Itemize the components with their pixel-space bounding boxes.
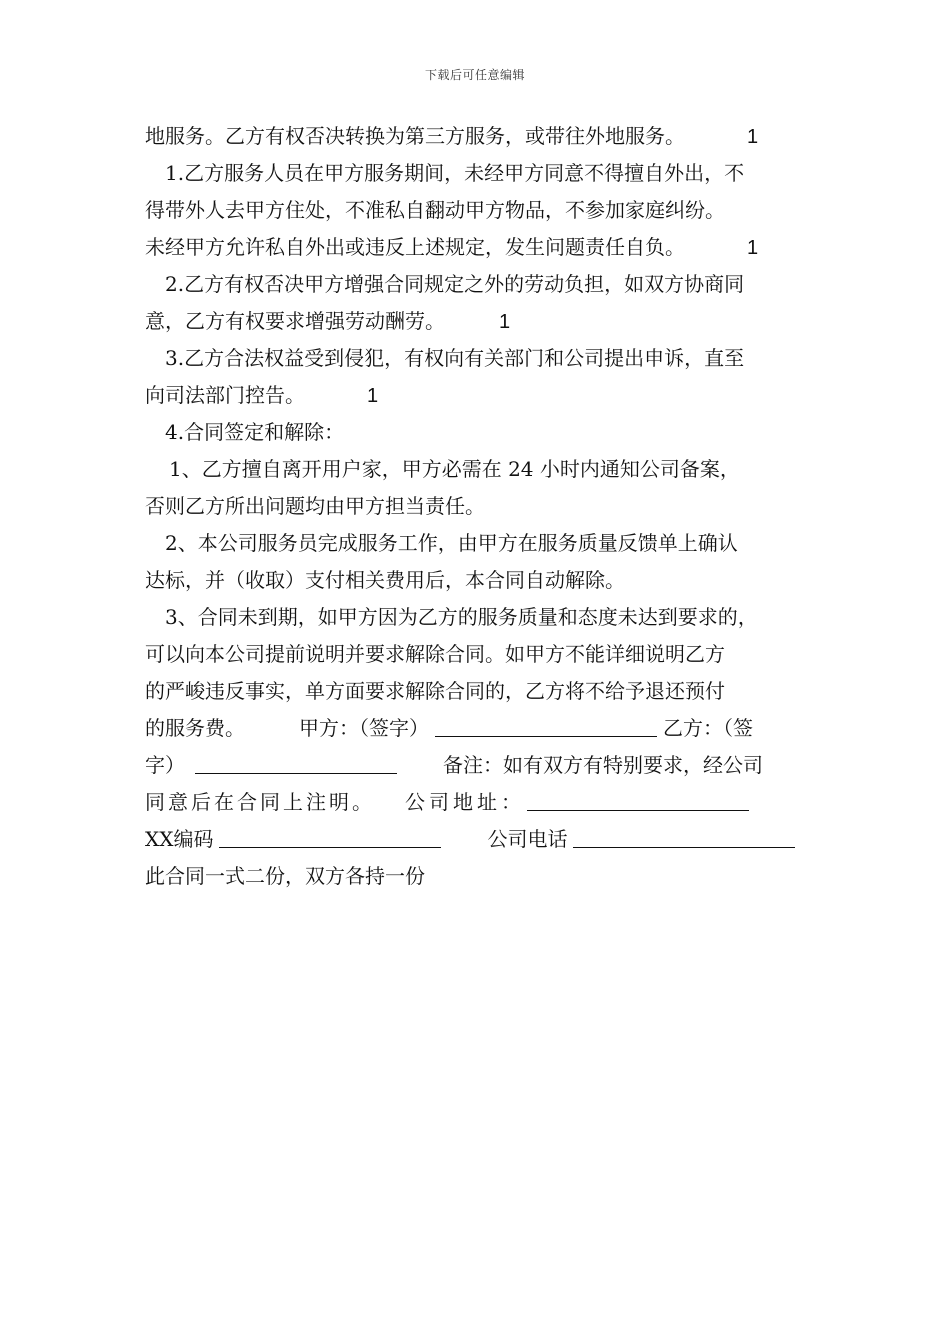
line-text: 同意后在合同上注明。 [145, 790, 375, 814]
company-phone-blank[interactable] [573, 825, 795, 848]
line-number: 1 [367, 385, 379, 407]
signature-line-2 [145, 747, 813, 784]
line-text: 此合同一式二份，双方各持一份 [145, 864, 425, 888]
section-heading [145, 414, 813, 451]
postcode-label: XX编码 [145, 827, 214, 851]
company-address-label: 公司地址： [405, 790, 525, 814]
text-line [145, 303, 813, 340]
text-line [145, 192, 813, 229]
line-text: 未经甲方允许私自外出或违反上述规定，发生问题责任自负。 [145, 235, 685, 259]
text-line [145, 451, 813, 488]
text-line [145, 155, 813, 192]
text-line [145, 636, 813, 673]
line-text: 4.合同签定和解除： [165, 420, 345, 444]
line-text: 3.乙方合法权益受到侵犯，有权向有关部门和公司提出申诉，直至 [165, 346, 745, 370]
company-address-blank[interactable] [527, 788, 749, 811]
party-b-signature-blank[interactable] [195, 751, 397, 774]
line-number: 1 [499, 311, 511, 333]
line-text: 1、乙方擅自离开用户家，甲方必需在 24 小时内通知公司备案， [169, 457, 740, 481]
text-line [145, 340, 813, 377]
signature-line-1 [145, 710, 813, 747]
contract-body [145, 118, 813, 895]
line-text: 地服务。乙方有权否决转换为第三方服务，或带往外地服务。 [145, 124, 685, 148]
line-number: 1 [747, 237, 759, 259]
line-text: 的严峻违反事实，单方面要求解除合同的，乙方将不给予退还预付 [145, 679, 725, 703]
line-text: 2.乙方有权否决甲方增强合同规定之外的劳动负担，如双方协商同 [165, 272, 745, 296]
party-b-label: 乙方：（签 [663, 716, 753, 740]
text-line [145, 599, 813, 636]
line-text: 意，乙方有权要求增强劳动酬劳。 [145, 309, 445, 333]
address-line [145, 784, 813, 821]
company-phone-label: 公司电话 [487, 827, 568, 851]
line-text: 向司法部门控告。 [145, 383, 305, 407]
text-line [145, 562, 813, 599]
text-line [145, 488, 813, 525]
line-text: 可以向本公司提前说明并要求解除合同。如甲方不能详细说明乙方 [145, 642, 725, 666]
text-line [145, 266, 813, 303]
page-header-note: 下载后可任意编辑 [424, 68, 525, 82]
text-line [145, 858, 813, 895]
line-number: 1 [747, 126, 759, 148]
line-text: 否则乙方所出问题均由甲方担当责任。 [145, 494, 485, 518]
line-text: 1.乙方服务人员在甲方服务期间，未经甲方同意不得擅自外出，不 [165, 161, 745, 185]
line-text: 2、本公司服务员完成服务工作，由甲方在服务质量反馈单上确认 [165, 531, 738, 555]
line-text: 字） [145, 753, 185, 777]
text-line [145, 377, 813, 414]
party-a-signature-blank[interactable] [435, 714, 657, 737]
line-text: 的服务费。 [145, 716, 245, 740]
text-line [145, 525, 813, 562]
line-text: 3、合同未到期，如甲方因为乙方的服务质量和态度未达到要求的， [165, 605, 758, 629]
party-a-label: 甲方：（签字） [299, 716, 429, 740]
remark-text: 备注：如有双方有特别要求，经公司 [443, 753, 763, 777]
line-text: 得带外人去甲方住处，不准私自翻动甲方物品，不参加家庭纠纷。 [145, 198, 725, 222]
text-line [145, 673, 813, 710]
postcode-blank[interactable] [219, 825, 441, 848]
text-line [145, 118, 813, 155]
text-line [145, 229, 813, 266]
line-text: 达标，并（收取）支付相关费用后，本合同自动解除。 [145, 568, 625, 592]
postcode-phone-line [145, 821, 813, 858]
